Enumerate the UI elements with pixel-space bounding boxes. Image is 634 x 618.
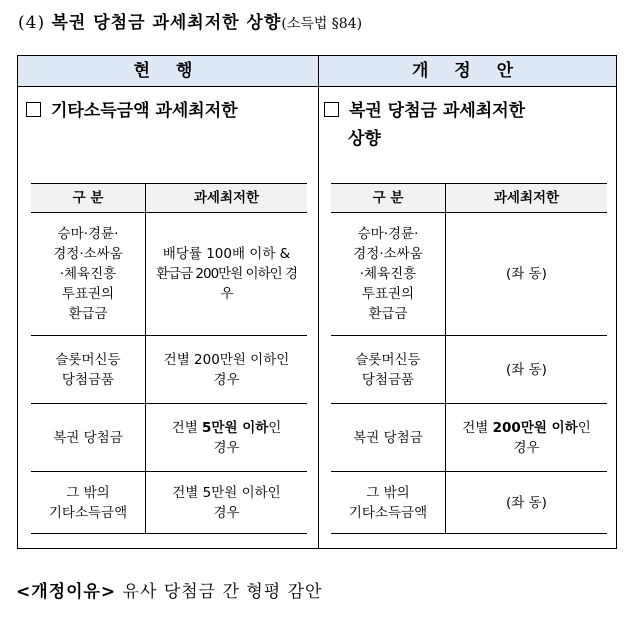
row-category: 슬롯머신등 당첨금품 xyxy=(31,336,146,404)
column-divider xyxy=(318,55,319,549)
current-limit-table xyxy=(31,183,307,534)
current-subtitle-text: 기타소득금액 과세최저한 xyxy=(51,101,238,121)
table-header-limit: 과세최저한 xyxy=(446,184,608,213)
table-header-category: 구 분 xyxy=(331,184,446,213)
section-heading: 복권 당첨금 과세최저한 상향 xyxy=(51,13,282,33)
revised-subtitle xyxy=(324,97,609,153)
table-row xyxy=(331,472,607,534)
revision-reason xyxy=(16,577,322,602)
row-category: 그 밖의 기타소득금액 xyxy=(331,472,446,534)
row-category: 승마·경륜· 경정·소싸움 ·체육진흥 투표권의 환급금 xyxy=(331,213,446,336)
column-header-revised: 개 정 안 xyxy=(319,56,616,87)
row-category: 복권 당첨금 xyxy=(31,404,146,472)
row-limit: 배당률 100배 이하 & 환급금 200만원 이하인 경우 xyxy=(146,213,308,336)
section-title xyxy=(18,8,362,33)
row-limit: 건별 5만원 이하인 경우 xyxy=(146,472,308,534)
table-header-limit: 과세최저한 xyxy=(146,184,308,213)
checkbox-bullet-icon xyxy=(324,102,339,117)
row-limit: (좌 동) xyxy=(446,472,608,534)
row-category: 복권 당첨금 xyxy=(331,404,446,472)
column-header-current: 현 행 xyxy=(18,56,318,87)
row-limit: 건별 200만원 이하인 경우 xyxy=(446,404,608,472)
table-row xyxy=(31,404,307,472)
table-row xyxy=(331,404,607,472)
section-number: (4) xyxy=(18,13,46,33)
table-row xyxy=(331,336,607,404)
table-row xyxy=(331,213,607,336)
row-category: 그 밖의 기타소득금액 xyxy=(31,472,146,534)
row-limit: 건별 5만원 이하인 경우 xyxy=(146,404,308,472)
reason-text: 유사 당첨금 간 형평 감안 xyxy=(122,582,323,602)
row-limit: (좌 동) xyxy=(446,336,608,404)
table-row xyxy=(31,213,307,336)
revised-subtitle-line2: 상향 xyxy=(348,129,381,149)
table-row xyxy=(31,472,307,534)
current-subtitle xyxy=(26,97,311,125)
row-category: 슬롯머신등 당첨금품 xyxy=(331,336,446,404)
law-reference: (소득법 §84) xyxy=(281,16,363,32)
checkbox-bullet-icon xyxy=(26,102,41,117)
row-category: 승마·경륜· 경정·소싸움 ·체육진흥 투표권의 환급금 xyxy=(31,213,146,336)
table-row xyxy=(31,336,307,404)
reason-label: <개정이유> xyxy=(16,582,117,602)
revised-subtitle-line1: 복권 당첨금 과세최저한 xyxy=(349,101,526,121)
table-header-category: 구 분 xyxy=(31,184,146,213)
revised-limit-table xyxy=(331,183,607,534)
row-limit: 건별 200만원 이하인 경우 xyxy=(146,336,308,404)
row-limit: (좌 동) xyxy=(446,213,608,336)
